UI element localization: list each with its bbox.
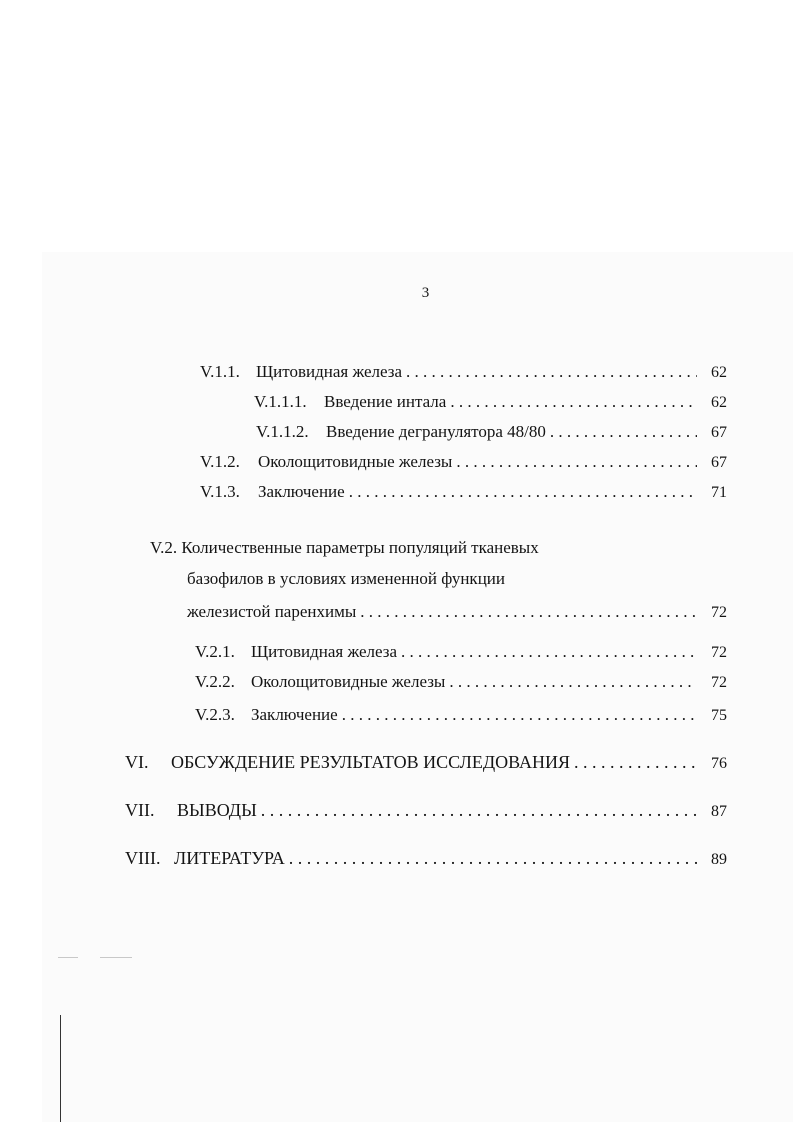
toc-entry-number: V.2.1. [195,642,235,661]
toc-entry-vi[interactable] [125,752,727,774]
toc-entry-number: V.2.3. [195,705,235,724]
toc-entry-number: VIII. [125,848,161,868]
toc-entry-number: V.1.1.1. [254,392,307,411]
toc-entry-title: Щитовидная железа [251,642,398,661]
toc-entry-title: Щитовидная железа [256,362,403,381]
dot-leader [574,752,697,772]
toc-entry-v-2-3[interactable] [195,705,727,726]
toc-entry-page: 71 [711,484,727,501]
toc-entry-number: V.1.1.2. [256,422,309,441]
toc-entry-title: ВЫВОДЫ [177,800,257,820]
dot-leader [449,672,697,692]
toc-entry-page: 72 [711,644,727,661]
toc-entry-page: 67 [711,424,727,441]
toc-entry-page: 72 [711,674,727,691]
toc-entry-number: VI. [125,752,149,772]
toc-entry-title: Введение дегранулятора 48/80 [326,422,546,441]
scan-mark [100,957,132,958]
dot-leader [289,848,697,868]
toc-entry-number: V.2. [150,538,178,557]
toc-entry-title: ЛИТЕРАТУРА [174,848,285,868]
toc-entry-vii[interactable] [125,800,727,822]
dot-leader [456,452,697,472]
toc-entry-title: ОБСУЖДЕНИЕ РЕЗУЛЬТАТОВ ИССЛЕДОВАНИЯ [171,752,571,772]
toc-entry-title: Околощитовидные железы [251,672,446,691]
toc-entry-v-1-1-1[interactable] [254,392,727,413]
dot-leader [450,392,697,412]
dot-leader [261,800,697,820]
toc-entry-page: 89 [711,851,727,868]
toc-entry-v-2-2[interactable] [195,672,727,693]
toc-entry-number: V.1.3. [200,482,240,501]
toc-entry-page: 75 [711,707,727,724]
dot-leader [401,642,697,662]
dot-leader [342,705,697,725]
page-number: 3 [421,285,430,301]
toc-entry-title-line-2: базофилов в условиях измененной функции [187,569,505,588]
toc-entry-v-1-1-2[interactable] [256,422,727,443]
toc-entry-title-line-3: железистой паренхимы [187,602,357,621]
scan-mark [58,957,78,958]
toc-entry-page: 62 [711,364,727,381]
dot-leader [406,362,697,382]
toc-entry-page: 72 [711,604,727,621]
dot-leader [349,482,697,502]
toc-entry-v-1-3[interactable] [200,482,727,503]
toc-entry-v-2-line-2 [187,569,505,589]
toc-entry-viii[interactable] [125,848,727,870]
toc-entry-number: V.2.2. [195,672,235,691]
toc-entry-v-1-1[interactable] [200,362,727,383]
toc-entry-title: Введение интала [324,392,447,411]
toc-entry-v-2-line-3[interactable] [187,602,727,623]
toc-entry-page: 87 [711,803,727,820]
toc-entry-number: V.1.1. [200,362,240,381]
toc-entry-number: V.1.2. [200,452,240,471]
dot-leader [360,602,697,622]
toc-entry-page: 67 [711,454,727,471]
toc-entry-number: VII. [125,800,155,820]
scan-edge-line [60,1015,61,1122]
toc-entry-page: 62 [711,394,727,411]
toc-entry-title: Заключение [251,705,338,724]
dot-leader [550,422,697,442]
toc-entry-title: Околощитовидные железы [258,452,453,471]
toc-entry-title-line-1: Количественные параметры популяций тканевых [181,538,539,557]
toc-entry-v-2-1[interactable] [195,642,727,663]
toc-entry-page: 76 [711,755,727,772]
toc-entry-v-1-2[interactable] [200,452,727,473]
toc-entry-title: Заключение [258,482,345,501]
toc-entry-v-2-line-1[interactable] [150,538,539,558]
